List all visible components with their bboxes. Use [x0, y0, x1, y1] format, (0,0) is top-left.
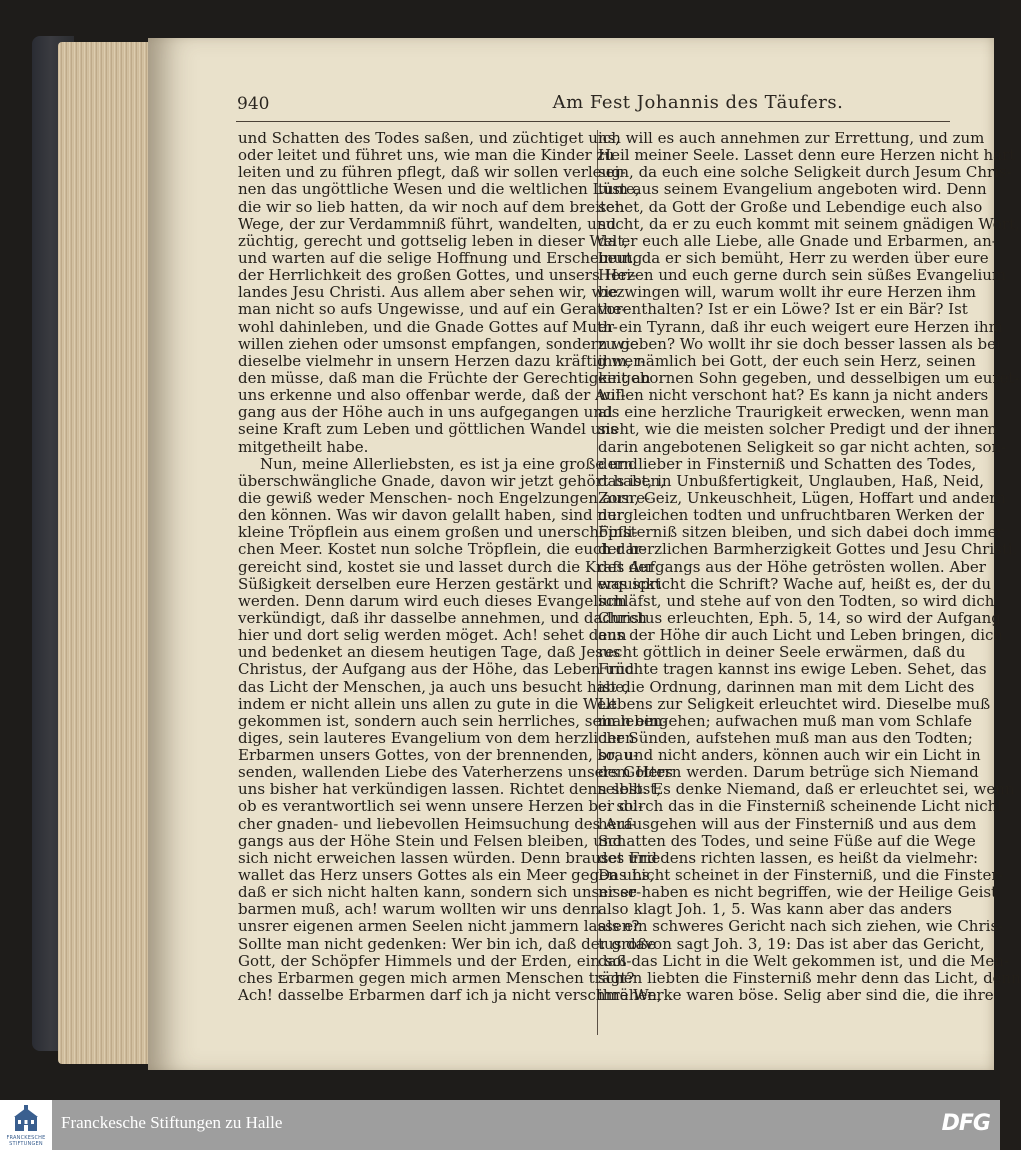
text-line: die wir so lieb hatten, da wir noch auf dem breiten	[238, 197, 625, 216]
text-line: sich nicht erweichen lassen würden. Denn brauset und	[238, 848, 658, 867]
text-line: beut, da er sich bemüht, Herr zu werden über eure	[598, 248, 989, 267]
text-line: man nicht so aufs Ungewisse, und auf ein Gerathe-	[238, 300, 627, 319]
text-line: was spricht die Schrift? Wache auf, heißt es, der du	[598, 574, 991, 593]
text-line: ich will es auch annehmen zur Errettung, und zum	[598, 129, 985, 147]
book-page	[148, 38, 1021, 1070]
page-stack-edge	[58, 42, 154, 1064]
dfg-logo: DFG	[941, 1111, 990, 1136]
text-line: ob es verantwortlich sei wenn unsere Herzen bei sol-	[238, 797, 644, 816]
text-line: er durch das in die Finsterniß scheinende Licht nicht	[598, 797, 1004, 816]
text-line: verkündigt, daß ihr dasselbe annehmen, und dadurch	[238, 608, 647, 627]
text-line: nen das ungöttliche Wesen und die weltlichen Lüste,	[238, 180, 640, 199]
text-line: Früchte tragen kannst ins ewige Leben. Sehet, das	[598, 660, 987, 679]
text-line: Gott, der Schöpfer Himmels und der Erden, ein sol-	[238, 951, 632, 970]
text-line: vorenthalten? Ist er ein Löwe? Ist er ein Bär? Ist	[598, 300, 968, 319]
text-line: ist die Ordnung, darinnen man mit dem Licht des	[598, 677, 975, 696]
building-icon	[13, 1105, 39, 1133]
text-line: sucht, da er zu euch kommt mit seinem gnädigen Wort,	[598, 214, 1020, 233]
text-line: man eingehen; aufwachen muß man vom Schlafe	[598, 711, 973, 730]
text-line: schen liebten die Finsterniß mehr denn das Licht, denn	[598, 968, 1021, 987]
text-line: Lebens zur Seligkeit erleuchtet wird. Dieselbe muß	[598, 694, 991, 713]
text-line: und bedenket an diesem heutigen Tage, daß Jesus	[238, 643, 621, 662]
text-line: Finsterniß sitzen bleiben, und sich dabei doch immer	[598, 523, 1004, 542]
text-line: züchtig, gerecht und gottselig leben in dieser Welt,	[238, 231, 629, 250]
institution-name[interactable]: Franckesche Stiftungen zu Halle	[61, 1113, 283, 1132]
text-line: tum aus seinem Evangelium angeboten wird. Denn	[598, 180, 987, 199]
text-line: landes Jesu Christi. Aus allem aber sehen wir, wie	[238, 283, 619, 302]
text-line: Ach! dasselbe Erbarmen darf ich ja nicht verschmähen,	[238, 986, 662, 1005]
text-line: er ein Tyrann, daß ihr euch weigert eure Herzen ihm	[598, 317, 1003, 336]
text-line: wallet das Herz unsers Gottes als ein Meer gegen uns,	[238, 866, 655, 885]
text-line: das ist, in Unbußfertigkeit, Unglauben, Haß, Neid,	[598, 471, 984, 490]
text-line: so, und nicht anders, können auch wir ein Licht in	[598, 746, 981, 765]
text-line: ihm, nämlich bei Gott, der euch sein Herz, seinen	[598, 351, 976, 370]
text-line: nisse haben es nicht begriffen, wie der Heilige Geist	[598, 883, 998, 902]
text-line: indem er nicht allein uns allen zu gute in die Welt	[238, 694, 617, 713]
text-line: dergleichen todten und unfruchtbaren Werken der	[598, 506, 984, 525]
right-column	[598, 129, 1021, 1005]
text-line: daß er sich nicht halten kann, sondern sich unser er-	[238, 883, 642, 902]
text-line: tus davon sagt Joh. 3, 19: Das ist aber das Gericht,	[598, 934, 985, 953]
text-line: überschwängliche Gnade, davon wir jetzt gehört haben,	[238, 471, 665, 490]
text-line: diges, sein lauteres Evangelium von dem herzlichen	[238, 728, 635, 747]
text-line: gangs aus der Höhe Stein und Felsen bleiben, und	[238, 831, 623, 850]
text-line: schläfst, und stehe auf von den Todten, so wird dich	[598, 591, 995, 610]
text-line: herausgehen will aus der Finsterniß und aus dem	[598, 814, 977, 833]
text-line: hier und dort selig werden möget. Ach! sehet denn	[238, 626, 627, 645]
institution-logo	[0, 1100, 52, 1150]
text-line: unsrer eigenen armen Seelen nicht jammern lassen?	[238, 917, 640, 936]
text-line: als ein schweres Gericht nach sich ziehen, wie Chris-	[598, 917, 1004, 936]
text-line: kleine Tröpflein aus einem großen und unerschöpfli-	[238, 523, 638, 542]
text-line: chen Meer. Kostet nun solche Tröpflein, die euch dar-	[238, 540, 647, 559]
text-line: der Sünden, aufstehen muß man aus den Todten;	[598, 728, 973, 747]
text-line: Heil meiner Seele. Lasset denn eure Herzen nicht hart	[598, 146, 1016, 165]
text-line: Nun, meine Allerliebsten, es ist ja eine große und	[260, 454, 638, 473]
text-line: der Herrlichkeit des großen Gottes, und unsers Hei-	[238, 266, 637, 285]
text-line: leiten und zu führen pflegt, daß wir sollen verleug-	[238, 163, 626, 182]
logo-text: FRANCKESCHE STIFTUNGEN	[6, 1135, 46, 1147]
text-line: den müsse, daß man die Früchte der Gerechtigkeit an	[238, 368, 651, 387]
left-column	[238, 129, 673, 1005]
text-line: aus der Höhe dir auch Licht und Leben bringen, dich	[598, 626, 1004, 645]
text-line: Christus, der Aufgang aus der Höhe, das Leben und	[238, 660, 635, 679]
text-line: Süßigkeit derselben eure Herzen gestärkt und erquickt	[238, 574, 662, 593]
text-line: ihre Werke waren böse. Selig aber sind die, die ihre	[598, 986, 994, 1005]
viewer-footer	[0, 1100, 1000, 1150]
text-line: mitgetheilt habe.	[238, 437, 369, 456]
text-line: den können. Was wir davon gelallt haben, sind nur	[238, 506, 624, 525]
text-line: seine Kraft zum Leben und göttlichen Wandel uns	[238, 420, 618, 439]
text-line: da er euch alle Liebe, alle Gnade und Erbarmen, an-	[598, 231, 997, 250]
text-line: der herzlichen Barmherzigkeit Gottes und Jesu Christi,	[598, 540, 1018, 559]
text-line: Das Licht scheinet in der Finsterniß, und die Finster-	[598, 866, 1004, 885]
text-line: Wege, der zur Verdammniß führt, wandelten, und	[238, 214, 617, 233]
text-line: dern lieber in Finsterniß und Schatten des Todes,	[598, 454, 977, 473]
text-line: gekommen ist, sondern auch sein herrliches, sein leben-	[238, 711, 668, 730]
text-line: cher gnaden- und liebevollen Heimsuchung des Auf-	[238, 814, 636, 833]
text-line: und warten auf die selige Hoffnung und Erscheinung	[238, 248, 643, 267]
text-line: eingebornen Sohn gegeben, und desselbigen um euret-	[598, 368, 1020, 387]
text-line: darin angebotenen Seligkeit so gar nicht achten, son-	[598, 437, 1007, 456]
header-rule	[236, 121, 950, 122]
text-line: oder leitet und führet uns, wie man die Kinder zu	[238, 146, 615, 165]
text-line: bezwingen will, warum wollt ihr eure Herzen ihm	[598, 283, 976, 302]
text-line: ches Erbarmen gegen mich armen Menschen trägt?	[238, 968, 635, 987]
text-line: also klagt Joh. 1, 5. Was kann aber das anders	[598, 900, 952, 919]
text-line: sein, da euch eine solche Seligkeit durch Jesum Chris-	[598, 163, 1012, 182]
text-line: wohl dahinleben, und die Gnade Gottes auf Muth-	[238, 317, 618, 336]
text-line: Christus erleuchten, Eph. 5, 14, so wird der Aufgang	[598, 608, 1001, 627]
text-line: recht göttlich in deiner Seele erwärmen, daß du	[598, 643, 966, 662]
text-line: Sollte man nicht gedenken: Wer bin ich, daß der große	[238, 934, 657, 953]
text-line: das Licht der Menschen, ja auch uns besucht habe,	[238, 677, 629, 696]
text-line: willen nicht verschont hat? Es kann ja nicht anders	[598, 386, 989, 405]
text-line: des Friedens richten lassen, es heißt da vielmehr:	[598, 848, 979, 867]
text-line: sehet, da Gott der Große und Lebendige euch also	[598, 197, 983, 216]
text-line: gang aus der Höhe auch in uns aufgegangen und	[238, 403, 613, 422]
text-line: sieht, wie die meisten solcher Predigt und der ihnen	[598, 420, 997, 439]
text-line: Erbarmen unsers Gottes, von der brennenden, brau-	[238, 746, 639, 765]
text-line: als eine herzliche Traurigkeit erwecken, wenn man	[598, 403, 989, 422]
text-line: die gewiß weder Menschen- noch Engelzungen ausre-	[238, 488, 651, 507]
text-line: und Schatten des Todes saßen, und züchtiget uns,	[238, 129, 621, 147]
text-line: dem Herrn werden. Darum betrüge sich Niemand	[598, 763, 979, 782]
running-head: Am Fest Johannis des Täufers.	[552, 92, 844, 113]
text-line: zu geben? Wo wollt ihr sie doch besser lassen als bei	[598, 334, 1001, 353]
text-line: werden. Denn darum wird euch dieses Evangelium	[238, 591, 627, 610]
text-line: daß das Licht in die Welt gekommen ist, und die Men-	[598, 951, 1010, 970]
text-line: uns bisher hat verkündigen lassen. Richtet denn selbst,	[238, 780, 662, 799]
text-line: des Aufgangs aus der Höhe getrösten wollen. Aber	[598, 557, 986, 576]
text-line: senden, wallenden Liebe des Vaterherzens unsers Gottes	[238, 763, 673, 782]
text-line: barmen muß, ach! warum wollten wir uns denn	[238, 900, 601, 919]
text-line: willen ziehen oder umsonst empfangen, sondern wie	[238, 334, 639, 353]
text-line: Zorn, Geiz, Unkeuschheit, Lügen, Hoffart und andern	[598, 488, 1007, 507]
text-line: selbst. Es denke Niemand, daß er erleuchtet sei, wenn	[598, 780, 1015, 799]
text-line: Herzen und euch gerne durch sein süßes Evangelium	[598, 266, 1007, 285]
text-line: gereicht sind, kostet sie und lasset durch die Kraft der	[238, 557, 655, 576]
page-number: 940	[237, 94, 270, 114]
text-line: Schatten des Todes, und seine Füße auf die Wege	[598, 831, 976, 850]
text-line: uns erkenne und also offenbar werde, daß der Auf-	[238, 386, 626, 405]
text-line: dieselbe vielmehr in unsern Herzen dazu kräftig wer-	[238, 351, 646, 370]
